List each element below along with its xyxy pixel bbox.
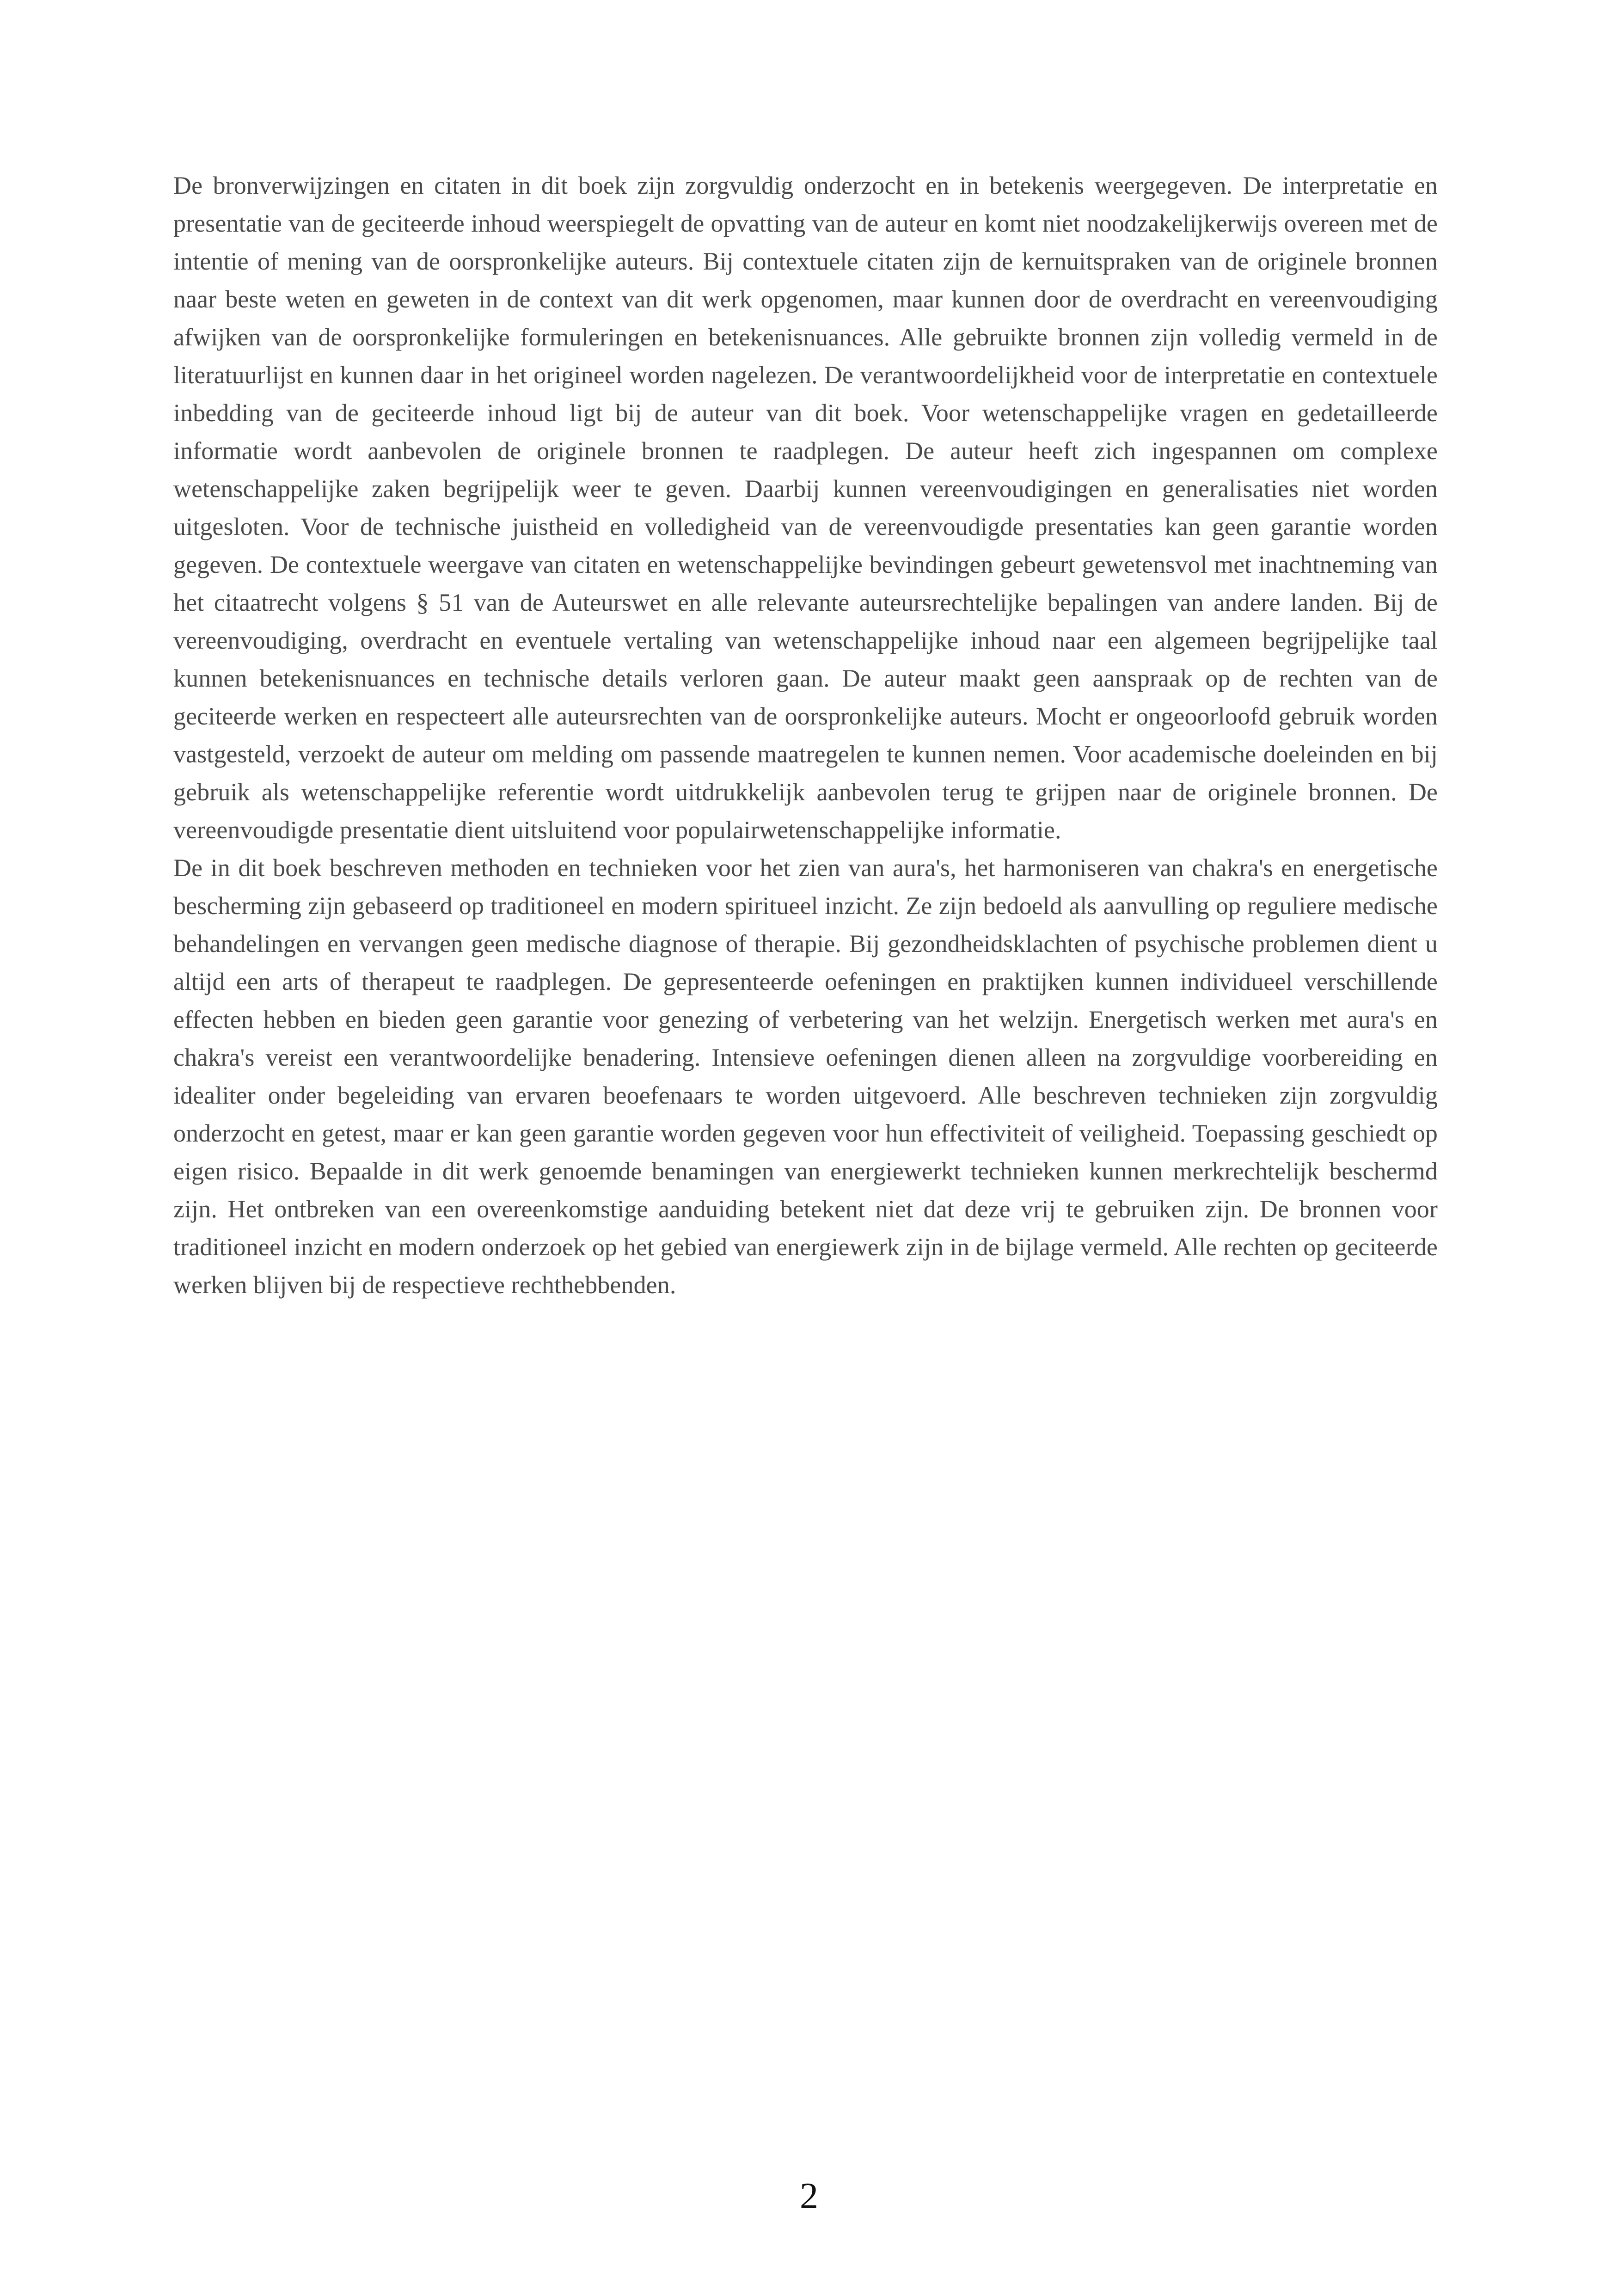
page-number: 2 xyxy=(800,2176,818,2216)
body-text xyxy=(173,166,1438,1304)
paragraph-disclaimer-methods: De in dit boek beschreven methoden en technieken voor het zien van aura's, het harmoniseren van chakra's en energetische bescherming zijn gebaseerd op traditioneel en modern spiritueel inzicht. Ze zijn bedoeld als aanvulling op reguliere medische behandelingen en vervangen geen medische diagnose of therapie. Bij gezondheidsklachten of psychische problemen dient u altijd een arts of therapeut te raadplegen. De gepresenteerde oefeningen en praktijken kunnen individueel verschillende effecten hebben en bieden geen garantie voor genezing of verbetering van het welzijn. Energetisch werken met aura's en chakra's vereist een verantwoordelijke benadering. Intensieve oefeningen dienen alleen na zorgvuldige voorbereiding en idealiter onder begeleiding van ervaren beoefenaars te worden uitgevoerd. Alle beschreven technieken zijn zorgvuldig onderzocht en getest, maar er kan geen garantie worden gegeven voor hun effectiviteit of veiligheid. Toepassing geschiedt op eigen risico. Bepaalde in dit werk genoemde benamingen van energiewerkt technieken kunnen merkrechtelijk beschermd zijn. Het ontbreken van een overeenkomstige aanduiding betekent niet dat deze vrij te gebruiken zijn. De bronnen voor traditioneel inzicht en modern onderzoek op het gebied van energiewerk zijn in de bijlage vermeld. Alle rechten op geciteerde werken blijven bij de respectieve rechthebbenden. xyxy=(173,854,1438,1299)
paragraph-disclaimer-sources: De bronverwijzingen en citaten in dit boek zijn zorgvuldig onderzocht en in betekenis weergegeven. De interpretatie en presentatie van de geciteerde inhoud weerspiegelt de opvatting van de auteur en komt niet noodzakelijkerwijs overeen met de intentie of mening van de oorspronkelijke auteurs. Bij contextuele citaten zijn de kernuitspraken van de originele bronnen naar beste weten en geweten in de context van dit werk opgenomen, maar kunnen door de overdracht en vereenvoudiging afwijken van de oorspronkelijke formuleringen en betekenisnuances. Alle gebruikte bronnen zijn volledig vermeld in de literatuurlijst en kunnen daar in het origineel worden nagelezen. De verantwoordelijkheid voor de interpretatie en contextuele inbedding van de geciteerde inhoud ligt bij de auteur van dit boek. Voor wetenschappelijke vragen en gedetailleerde informatie wordt aanbevolen de originele bronnen te raadplegen. De auteur heeft zich ingespannen om complexe wetenschappelijke zaken begrijpelijk weer te geven. Daarbij kunnen vereenvoudigingen en generalisaties niet worden uitgesloten. Voor de technische juistheid en volledigheid van de vereenvoudigde presentaties kan geen garantie worden gegeven. De contextuele weergave van citaten en wetenschappelijke bevindingen gebeurt gewetensvol met inachtneming van het citaatrecht volgens § 51 van de Auteurswet en alle relevante auteursrechtelijke bepalingen van andere landen. Bij de vereenvoudiging, overdracht en eventuele vertaling van wetenschappelijke inhoud naar een algemeen begrijpelijke taal kunnen betekenisnuances en technische details verloren gaan. De auteur maakt geen aanspraak op de rechten van de geciteerde werken en respecteert alle auteursrechten van de oorspronkelijke auteurs. Mocht er ongeoorloofd gebruik worden vastgesteld, verzoekt de auteur om melding om passende maatregelen te kunnen nemen. Voor academische doeleinden en bij gebruik als wetenschappelijke referentie wordt uitdrukkelijk aanbevolen terug te grijpen naar de originele bronnen. De vereenvoudigde presentatie dient uitsluitend voor populairwetenschappelijke informatie. xyxy=(173,172,1438,844)
